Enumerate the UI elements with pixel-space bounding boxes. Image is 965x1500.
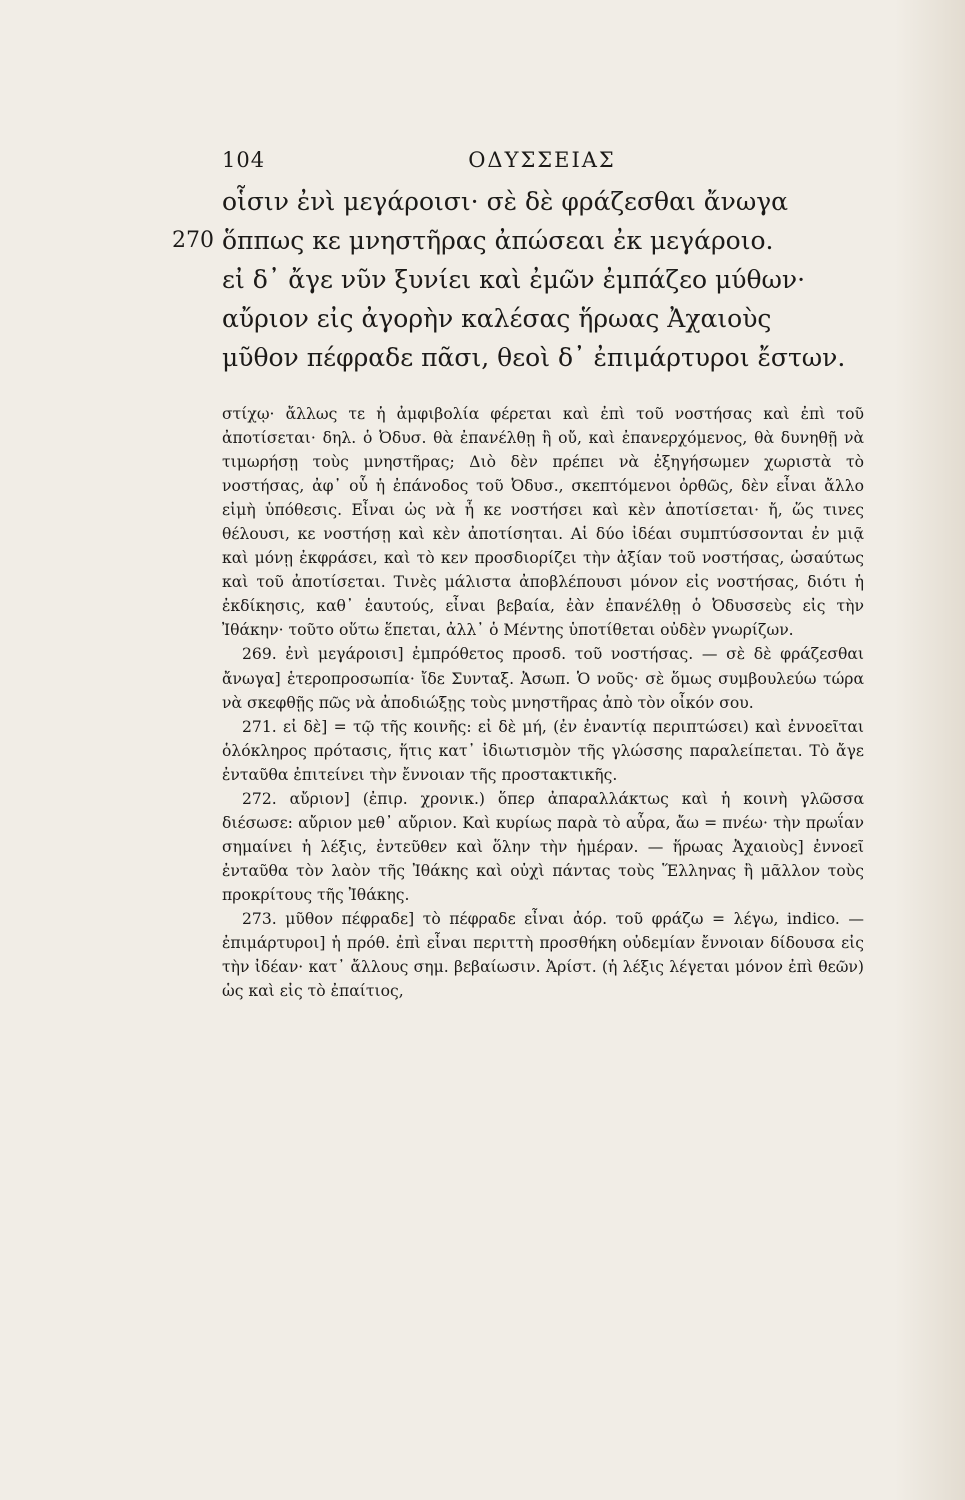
page-header — [222, 148, 862, 178]
page-edge-shadow — [895, 0, 965, 1500]
commentary-note-272: 272. αὔριον] (ἐπιρ. χρονικ.) ὅπερ ἀπαραλλάκτως καὶ ἡ κοινὴ γλῶσσα διέσωσε: αὔριον μεθ᾽ αὔριον. Καὶ κυρίως παρὰ τὸ αὖρα, ἄω = πνέω· τὴν πρωΐαν σημαίνει ἡ λέξις, ἐντεῦθεν καὶ ὅλην τὴν ἡμέραν. — ἥρωας Ἀχαιοὺς] ἐννοεῖ ἐνταῦθα τὸν λαὸν τῆς Ἰθάκης καὶ οὐχὶ πάντας τοὺς Ἕλληνας ἢ μᾶλλον τοὺς προκρίτους τῆς Ἰθάκης. — [222, 789, 864, 904]
commentary-note-273: 273. μῦθον πέφραδε] τὸ πέφραδε εἶναι ἀόρ. τοῦ φράζω = λέγω, indico. — ἐπιμάρτυροι] ἡ πρόθ. ἐπὶ εἶναι περιττὴ προσθήκη οὐδεμίαν ἔννοιαν δίδουσα εἰς τὴν ἰδέαν· κατ᾽ ἄλλους σημ. βεβαίωσιν. Ἀρίστ. (ἡ λέξις λέγεται μόνον ἐπὶ θεῶν) ὡς καὶ εἰς τὸ ἐπαίτιος, — [222, 909, 864, 1001]
verse-line — [222, 260, 862, 299]
verse-line — [222, 299, 862, 338]
commentary-block — [222, 402, 864, 1003]
verse-line — [172, 221, 862, 260]
verse-text: αὔριον εἰς ἀγορὴν καλέσας ἥρωας Ἀχαιοὺς — [222, 304, 772, 333]
verse-line — [222, 182, 862, 221]
running-title: ΟΔΥΣΣΕΙΑΣ — [468, 148, 616, 172]
verse-text: οἷσιν ἐνὶ μεγάροισι· σὲ δὲ φράζεσθαι ἄνωγα — [222, 187, 789, 216]
commentary-paragraph: στίχῳ· ἄλλως τε ἡ ἀμφιβολία φέρεται καὶ ἐπὶ τοῦ νοστήσας καὶ ἐπὶ τοῦ ἀποτίσεται· δηλ. ὁ Ὀδυσ. θὰ ἐπανέλθῃ ἢ οὔ, καὶ ἐπανερχόμενος, θὰ δυνηθῇ νὰ τιμωρήσῃ τοὺς μνηστῆρας; Διὸ δὲν πρέπει νὰ ἐξηγήσωμεν χωριστὰ τὸ νοστήσας, ἀφ᾽ οὗ ἡ ἐπάνοδος τοῦ Ὀδυσ., σκεπτόμενοι ὀρθῶς, δὲν εἶναι ἄλλο εἰμὴ ὑπόθεσις. Εἶναι ὡς νὰ ἦ κε νοστήσει καὶ κὲν ἀποτίσεται· ἤ, ὥς τινες θέλουσι, κε νοστήσῃ καὶ κὲν ἀποτίσηται. Αἱ δύο ἰδέαι συμπτύσσονται ἐν μιᾷ καὶ μόνῃ ἐκφράσει, καὶ τὸ κεν προσδιορίζει τὴν ἀξίαν τοῦ νοστήσας, ὡσαύτως καὶ τοῦ ἀποτίσεται. Τινὲς μάλιστα ἀποβλέπουσι μόνον εἰς νοστήσας, διότι ἡ ἐκδίκησις, καθ᾽ ἑαυτούς, εἶναι βεβαία, ἐὰν ἐπανέλθῃ ὁ Ὀδυσσεὺς εἰς τὴν Ἰθάκην· τοῦτο οὕτω ἕπεται, ἀλλ᾽ ὁ Μέντης ὑποτίθεται οὐδὲν γνωρίζων. — [222, 405, 864, 640]
verse-number: 270 — [172, 228, 214, 253]
verse-block — [172, 182, 862, 377]
commentary-note-269: 269. ἐνὶ μεγάροισι] ἐμπρόθετος προσδ. τοῦ νοστήσας. — σὲ δὲ φράζεσθαι ἄνωγα] ἑτεροπροσωπία· ἴδε Συνταξ. Ἀσωπ. Ὁ νοῦς· σὲ ὅμως συμβουλεύω τώρα νὰ σκεφθῇς πῶς νὰ ἀποδιώξῃς τοὺς μνηστῆρας ἀπὸ τὸν οἶκόν σου. — [222, 645, 864, 712]
page-number: 104 — [222, 148, 266, 172]
commentary-note-271: 271. εἰ δὲ] = τῷ τῆς κοινῆς: εἰ δὲ μή, (ἐν ἐναντίᾳ περιπτώσει) καὶ ἐννοεῖται ὁλόκληρος πρότασις, ἥτις κατ᾽ ἰδιωτισμὸν τῆς γλώσσης παραλείπεται. Τὸ ἄγε ἐνταῦθα ἐπιτείνει τὴν ἔννοιαν τῆς προστακτικῆς. — [222, 717, 864, 784]
verse-text: μῦθον πέφραδε πᾶσι, θεοὶ δ᾽ ἐπιμάρτυροι ἔστων. — [222, 343, 846, 372]
verse-line — [222, 338, 862, 377]
verse-text: ὅππως κε μνηστῆρας ἀπώσεαι ἐκ μεγάροιο. — [222, 226, 774, 255]
verse-text: εἰ δ᾽ ἄγε νῦν ξυνίει καὶ ἐμῶν ἐμπάζεο μύθων· — [222, 265, 806, 294]
